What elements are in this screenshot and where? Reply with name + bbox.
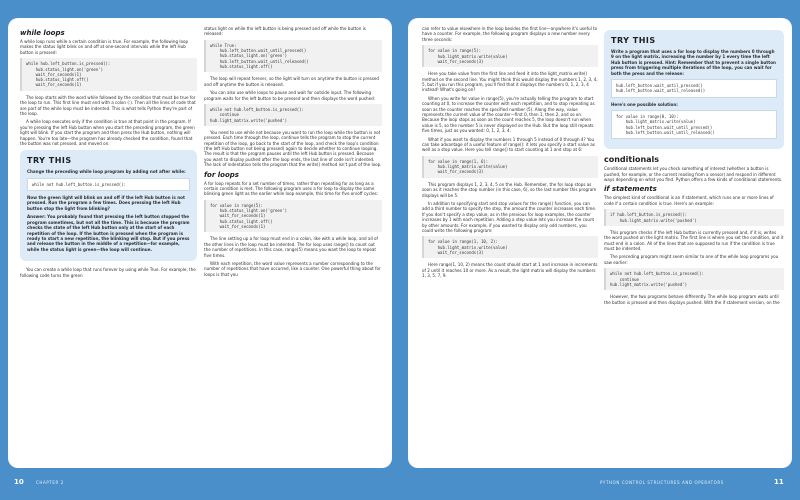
paragraph: Here range(1, 10, 2) means the count should start at 1 and increase in increments of 2 until it reaches 10 or more. As a result, the light matrix will display the numbers 1, 3, 5, 7, 9. [422, 262, 598, 279]
paragraph: can refer to value elsewhere in the loop besides the first line—anywhere it's useful to have a counter. For example, the following program displays a new number every three seconds: [422, 26, 598, 42]
code-block: hub.left_button.wait_until_pressed() hub.left_button.wait_until_released() [611, 79, 777, 98]
code-block: for value in range(1, 6): hub.light_matrix.write(value) wait_for_seconds(3) [422, 156, 598, 178]
right-column-2 [604, 26, 784, 308]
try-this-title: TRY THIS [611, 36, 656, 45]
paragraph: You can also use while loops to pause and wait for outside input. The following program waits for the left button to be pressed and then displays the word pushed: [204, 90, 376, 101]
code-block: while not hub.left_button.is_pressed(): continue hub.light_matrix.write('pushed') [204, 104, 382, 126]
paragraph: A while loop executes only if the condition is true at that point in the program. If you're pressing the left Hub button when you start the preceding program, the green light will blink. If you start the program and then press the Hub button, nothing will happen. You're too late—the program has already checked the condition, found that the button was not pressed, and moved on. [20, 119, 195, 146]
try-this-text: Change the preceding while loop program by adding not after while: [27, 169, 186, 175]
code-block: for value in range(1, 10, 2): hub.light_matrix.write(value) wait_for_seconds(3) [422, 236, 598, 258]
paragraph: The simplest kind of conditional is an if statement, which runs one or more lines of code if a certain condition is true. Here's an example: [604, 195, 774, 206]
for-loops-heading: for loops [204, 170, 239, 179]
paragraph: When you write for value in range(5), you're actually telling the program to start counting at 0, to increase the counter with each repetition, and to stop repeating as soon as the counter reaches the specified number (5). Along the way, value represents the current value of the counter—first 0, then 1, then 2, and so on. Because the loop stops as soon as the count reaches 5, the loop doesn't run when value is 5, so the number 5 is never displayed on the Hub. But the loop still repeats five times, just as you wanted: 0, 1, 2, 3, 4. [422, 95, 595, 134]
try-this-text: Write a program that uses a for loop to display the numbers 0 through 9 on the light matrix, increasing the number by 1 every time the left Hub button is pressed. Hint: Remember that to prevent a single button press from triggering multiple iterations of the loop, you can wait for both the press and the release: [611, 49, 776, 76]
left-column-2 [204, 26, 382, 280]
try-this-box [20, 150, 197, 261]
paragraph: You can create a while loop that runs forever by using while True. For example, the following code turns the green [20, 267, 196, 278]
chapter-label: CHAPTER 2 [36, 480, 64, 485]
paragraph: status light on while the left button is being pressed and off while the button is released: [204, 26, 366, 37]
paragraph: You need to use while not because you want to run the loop while the button is not pressed. Each time through the loop, continue tells the program to stop the current repetition of the loop, go back to the start of the loop, and check the loop's condition (the left Hub button not being pressed) again to decide whether to continue looping. The result is that the program pauses until the left Hub button is pressed. Because you want to display pushed after the loop ends, the last line of code isn't indented. The lack of indentation tells the program that the write() method isn't part of the loop. [204, 129, 382, 168]
paragraph: However, the two programs behave differently. The while loop program waits until the button is pressed and then displays pushed. With the if statement version, on the [604, 294, 780, 305]
paragraph: With each repetition, the word value represents a number corresponding to the number of repetitions that have occurred, like a counter. One powerful thing about for loops is that you [204, 260, 381, 277]
paragraph: A while loop runs while a certain condition is true. For example, the following loop makes the status light blink on and off at one-second intervals while the left Hub button is pressed: [20, 39, 189, 55]
paragraph: Conditional statements let you check something of interest (whether a button is pushed, for example, or the current reading from a sensor) and respond in different ways depending on what you find. Python offers a few kinds of conditional statements. [604, 166, 783, 183]
code-block: while not hub.left_button.is_pressed(): continue hub.light_matrix.write('pushed') [604, 268, 784, 290]
try-this-box [604, 30, 784, 149]
footer-label: PYTHON CONTROL STRUCTURES AND OPERATORS [600, 480, 724, 485]
paragraph: Here you take value from the first line and feed it into the light_matrix.write() method on the second line. You might think this would display the numbers 1, 2, 3, 4, 5, but if you run this program, you'll find that it displays the numbers 0, 1, 2, 3, 4 instead! What's going on? [422, 71, 598, 93]
right-page [408, 18, 792, 468]
code-block: while hub.left_button.is_pressed(): hub.status_light.on('green') wait_for_seconds(1) hub.status_light.off() wait_for_seconds(1) [20, 58, 197, 90]
try-this-answer: Answer: You probably found that pressing the left button stopped the program sometimes, but not all the time. This is because the program checks the state of the left Hub button only at the start of each repetition of the loop. If the button is pressed when the program is ready to start a new repetition, the blinking will stop. But if you press and release the button in the middle of a repetition—for example, while the status light is green—the loop will continue. [27, 214, 190, 252]
paragraph: This program displays 1, 2, 3, 4, 5 on the Hub. Remember, the for loop stops as soon as it reaches the stop number (in this case, 6), so the last number this program displays will be 5. [422, 181, 597, 198]
paragraph: The preceding program might seem similar to one of the while loop programs you saw earlier: [604, 254, 779, 265]
paragraph: The line setting up a for loop must end in a colon, like with a while loop, and all of the other lines in the loop must be indented. The for loop uses range() to count out the number of repetitions. In this case, range(5) means you want the loop to repeat five times. [204, 236, 378, 258]
while-loops-heading: while loops [20, 29, 65, 37]
left-column-1 [20, 26, 197, 281]
try-this-title: TRY THIS [27, 156, 72, 166]
right-column-1 [422, 26, 598, 281]
try-this-text: Now the green light will blink on and off if the left Hub button is not pressed. Run the program a few times. Does pressing the left Hub button stop the light from blinking? [27, 195, 185, 211]
paragraph: A for loop repeats for a set number of times, rather than repeating for as long as a certain condition is met. The following program uses a for loop to display the same blinking green light as the earlier while loop example, this time for five on/off cycles: [204, 180, 378, 197]
left-page-number: 10 [14, 478, 24, 486]
paragraph: The loop will repeat forever, so the light will turn on anytime the button is pressed and off anytime the button is released. [204, 76, 380, 87]
code-block: while not hub.left_button.is_pressed(): [27, 178, 190, 191]
if-statements-heading: if statements [604, 185, 657, 194]
code-block: for value in range(0, 10): hub.light_matrix.write(value) hub.left_button.wait_until_pressed() hub.left_button.wait_until_released() [611, 110, 777, 139]
code-block: for value in range(5): hub.light_matrix.write(value) wait_for_seconds(3) [422, 45, 598, 67]
try-this-text: Here's one possible solution: [611, 101, 678, 107]
paragraph: The loop starts with the word while followed by the condition that must be true for the loop to run. This first line must end with a colon (:). Then all the lines of code that are part of the while loop must be indented. This is what tells Python they're part of the loop. [20, 94, 196, 116]
paragraph: In addition to specifying start and stop values for the range() function, you can add a third number to specify the step, the amount the counter increases each time. If you don't specify a step value, as in the previous for loop examples, the counter increases by 1 with each repetition. Adding a step value lets you increase the count by other amounts. For example, if you wanted to display only odd numbers, you could write the following program: [422, 200, 597, 233]
paragraph: What if you want to display the numbers 1 through 5 instead of 0 through 4? You can take advantage of a useful feature of range(): it lets you specify a start value as well as a stop value. Here you tell range() to start counting at 1 and stop at 6: [422, 136, 595, 153]
conditionals-heading: conditionals [604, 155, 660, 165]
right-page-number: 11 [774, 478, 784, 486]
code-block: for value in range(5): hub.status_light.on('green') wait_for_seconds(1) hub.status_light.off() wait_for_seconds(1) [204, 200, 382, 232]
code-block: if hub.left_button.is_pressed(): hub.light_matrix.write('pushed') [604, 209, 784, 226]
paragraph: This program checks if the left Hub button is currently pressed and, if it is, writes the word pushed on the light matrix. The first line is where you set the condition, and it must end in a colon. All of the lines that are supposed to run if the condition is true must be indented. [604, 229, 784, 252]
code-block: while True: hub.left_button.wait_until_pressed() hub.status_light.on('green') hub.left_button.wait_until_released() hub.status_light.off() [204, 40, 382, 72]
left-page [8, 18, 392, 468]
